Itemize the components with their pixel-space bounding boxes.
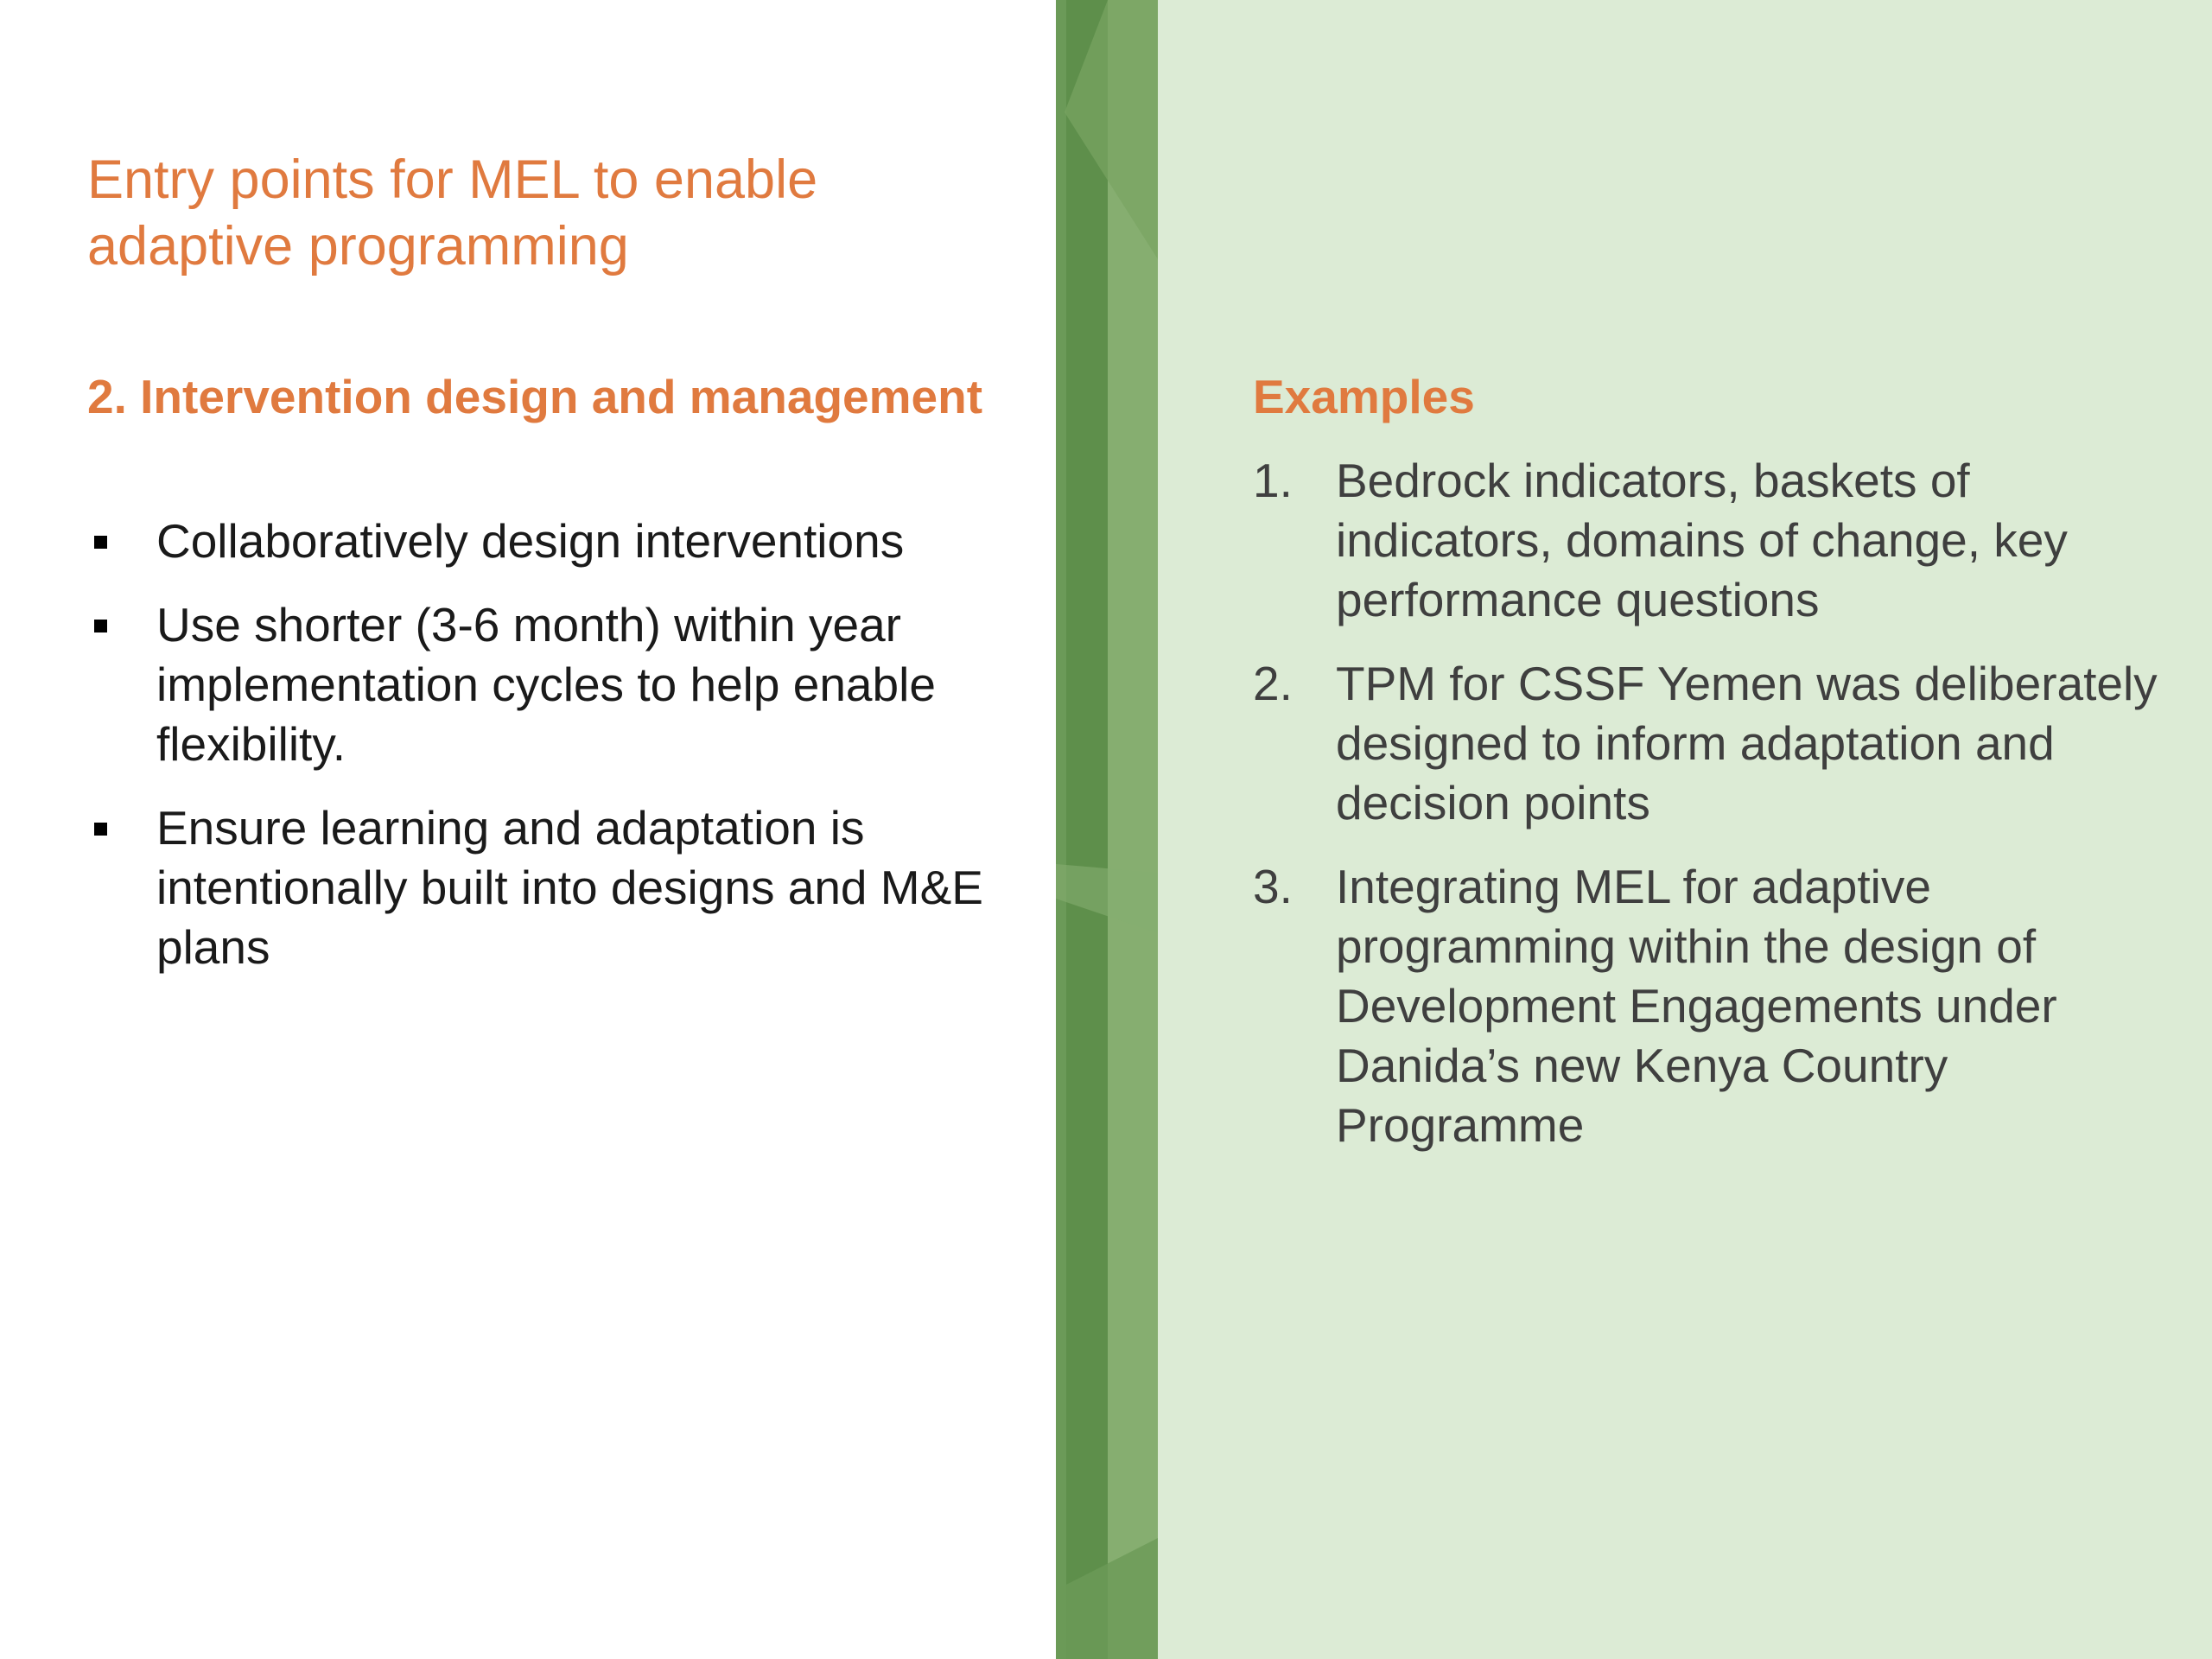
example-number: 3. xyxy=(1253,860,1293,913)
example-text: Bedrock indicators, baskets of indicators, domains of change, key performance questions xyxy=(1336,454,2068,626)
example-number: 1. xyxy=(1253,454,1293,507)
example-text: Integrating MEL for adaptive programming within the design of Development Engagements under Danida’s new Kenya Country Programme xyxy=(1336,860,2057,1152)
bullet-text: Ensure learning and adaptation is intentionally built into designs and M&E plans xyxy=(156,801,983,974)
slide-title: Entry points for MEL to enable adaptive programming xyxy=(87,149,818,276)
example-item xyxy=(1253,857,2186,1155)
example-item xyxy=(1253,654,2186,833)
example-text: TPM for CSSF Yemen was deliberately designed to inform adaptation and decision points xyxy=(1336,657,2158,830)
example-item xyxy=(1253,451,2186,630)
bullet-item xyxy=(87,512,1046,571)
bullet-item xyxy=(87,798,1046,977)
examples-list xyxy=(1253,451,2186,1179)
square-bullet-icon xyxy=(94,536,107,549)
square-bullet-icon xyxy=(94,823,107,836)
square-bullet-icon xyxy=(94,620,107,632)
bullet-text: Collaboratively design interventions xyxy=(156,514,905,568)
decorative-green-band xyxy=(1056,0,1158,1659)
section-heading: 2. Intervention design and management xyxy=(87,370,983,423)
examples-heading: Examples xyxy=(1253,370,1475,423)
bullet-list xyxy=(87,512,1046,1001)
bullet-text: Use shorter (3-6 month) within year implementation cycles to help enable flexibility. xyxy=(156,598,936,771)
example-number: 2. xyxy=(1253,657,1293,710)
bullet-item xyxy=(87,595,1046,774)
